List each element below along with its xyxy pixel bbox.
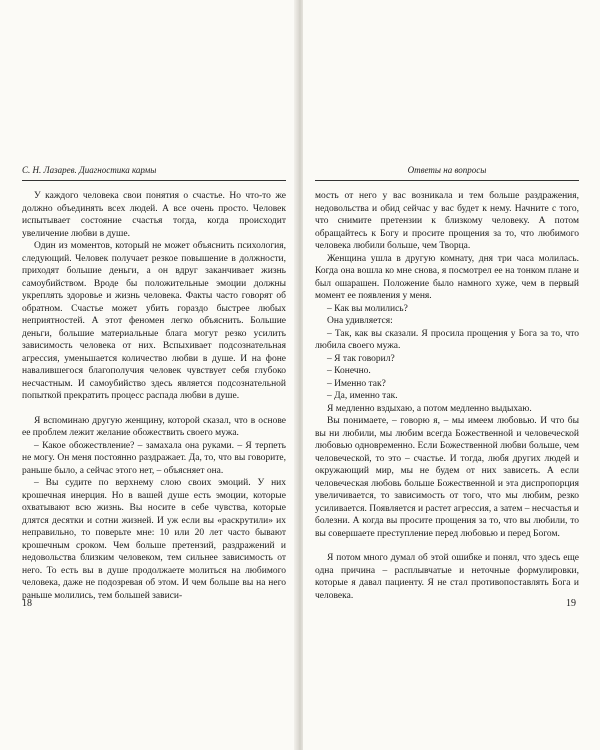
right-page-number: 19 (566, 598, 576, 609)
paragraph: Я вспоминаю другую женщину, которой сказал, что в основе ее проблем лежит желание обожествить своего мужа. (22, 415, 286, 438)
right-page (303, 0, 600, 750)
paragraph: У каждого человека свои понятия о счастье. Но что-то же должно объединять всех людей. А все очень просто. Человек испытывает состояние счастья тогда, когда происходит увеличение любви в душе. (22, 191, 286, 239)
paragraph: Я медленно вздыхаю, а потом медленно выдыхаю. (327, 403, 532, 414)
left-body-text (22, 190, 286, 602)
paragraph: – Да, именно так. (327, 391, 398, 401)
left-page-number: 18 (22, 598, 32, 609)
paragraph: – Вы судите по верхнему слою своих эмоций. У них крошечная инерция. Но в вашей душе есть эмоции, которые охватывают всю жизнь. Вы носите в себе чувства, которые длятся десятки и сотни жизней. И уж если вы «раскрутили» их неправильно, то поверьте мне: 10 или 20 лет часто бывают крошечным сроком. Чем больше претензий, раздражений и недовольства близким человеком, тем сильнее зависимость от него. То есть вы в душе продолжаете молиться на любимого человека, даже не подозревая об этом. И чем больше вы на него раньше молились, тем большей зависи- (22, 478, 286, 601)
paragraph: Я потом много думал об этой ошибке и понял, что здесь еще одна причина – расплывчатые и неточные формулировки, которые я давал пациенту. Я не стал противопоставлять Бога и человека. (315, 553, 579, 601)
paragraph: мость от него у вас возникала и тем больше раздражения, недовольства и обид сейчас у вас будет к нему. Начните с того, что снимите претензии к близкому человеку. А потом обращайтесь к Богу и просите прощения за то, что любимого человека любили больше, чем Творца. (315, 191, 579, 251)
left-running-header: С. Н. Лазарев. Диагностика кармы (22, 160, 286, 181)
paragraph: – Как вы молились? (327, 303, 408, 314)
paragraph: – Я так говорил? (327, 353, 395, 364)
paragraph: – Какое обожествление? – замахала она руками. – Я терпеть не могу. Он меня постоянно раздражает. Да, то, что вы говорите, раньше было, а сейчас этого нет, – объясняет она. (22, 440, 286, 476)
paragraph: – Именно так? (327, 378, 386, 389)
paragraph: Вы понимаете, – говорю я, – мы имеем любовью. И что бы вы ни любили, мы любим всегда Божественной и человеческой любовью одновременно. Если Божественной любви больше, чем человеческой, то это – счастье. И тогда, любя других людей и окружающий мир, мы не будем от них зависеть. А если человеческая любовь больше Божественной и эта диспропорция увеличивается, то зависимость от того, что мы любим, резко усиливается. Появляется и растет агрессия, а затем – несчастья и болезни. А когда вы просите прощения за то, что вы любили, то вы совершаете преступление перед любовью и перед Богом. (315, 416, 579, 539)
right-body-text (315, 190, 579, 602)
paragraph: Один из моментов, который не может объяснить психология, следующий. Человек получает резкое повышение в должности, приходят большие деньги, а он вдруг заканчивает жизнь самоубийством. Вроде бы положительные эмоции должны укреплять здоровье и жизнь человека. Факты часто говорят об обратном. Счастье может убить гораздо быстрее любых неприятностей. А этот феномен легко объяснить. Большие деньги, большие материальные блага могут резко усилить зависимость человека от них. Вспыхивает подсознательная агрессия, уменьшается количество любви в душе. И на фоне навалившегося благополучия человек чувствует себя глубоко несчастным. И самоубийство здесь является подсознательной попыткой прекратить процесс распада любви в душе. (22, 241, 286, 401)
paragraph: Она удивляется: (327, 316, 393, 326)
right-running-header: Ответы на вопросы (315, 160, 579, 181)
paragraph: – Конечно. (327, 366, 371, 376)
paragraph: Женщина ушла в другую комнату, дня три часа молилась. Когда она вошла ко мне снова, я посмотрел ее на тонком плане и был ошарашен. Положение было намного хуже, чем в первый момент ее появления у меня. (315, 253, 579, 301)
left-page (0, 0, 297, 750)
paragraph: – Так, как вы сказали. Я просила прощения у Бога за то, что любила своего мужа. (315, 328, 579, 351)
